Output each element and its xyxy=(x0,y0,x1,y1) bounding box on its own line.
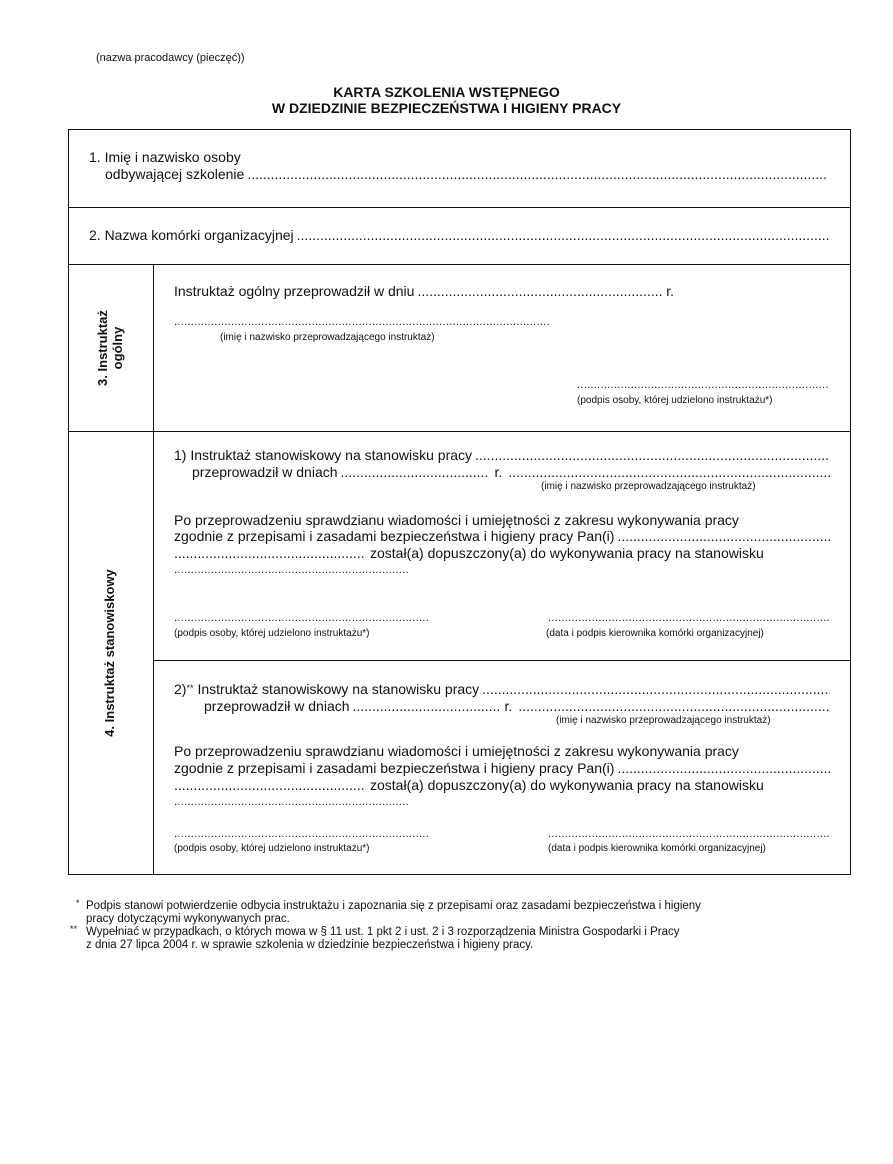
footnote-1 xyxy=(70,900,860,926)
part1-position-field[interactable] xyxy=(174,447,830,463)
part2-allowed-field[interactable] xyxy=(174,777,830,793)
section3-side-label xyxy=(95,273,127,423)
part2-signature-caption: (podpis osoby, której udzielono instruktażu*) xyxy=(174,843,370,854)
part2-manager-caption: (data i podpis kierownika komórki organizacyjnej) xyxy=(548,843,766,854)
fill-dots xyxy=(174,777,366,793)
section3-signature-caption: (podpis osoby, której udzielono instruktażu*) xyxy=(577,395,773,406)
section3-side-label-line2: ogólny xyxy=(110,326,125,370)
side-column-divider xyxy=(153,264,154,875)
footnote-1-line2: pracy dotyczącymi wykonywanych prac. xyxy=(86,913,290,925)
part2-r-suffix: r. xyxy=(504,698,513,714)
part2-para-line3: został(a) dopuszczony(a) do wykonywania pracy na stanowisku xyxy=(370,777,764,793)
footnote-2-line1: Wypełniać w przypadkach, o których mowa w § 11 ust. 1 pkt 2 i ust. 2 i 3 rozporządzenia Ministra Gospodarki i Pracy xyxy=(86,926,680,938)
footnote-1-mark: * xyxy=(76,898,80,908)
fill-dots xyxy=(475,447,830,463)
document-title-line1: KARTA SZKOLENIA WSTĘPNEGO xyxy=(333,84,560,100)
part2-superscript: ** xyxy=(186,683,194,693)
part1-instructor-caption: (imię i nazwisko przeprowadzającego instruktaż) xyxy=(541,481,756,492)
divider-1 xyxy=(68,207,851,208)
part2-dates-field[interactable] xyxy=(204,698,830,714)
part2-line1: Instruktaż stanowiskowy na stanowisku pracy xyxy=(197,681,480,697)
part1-allowed-field[interactable] xyxy=(174,545,830,561)
part1-line1: 1) Instruktaż stanowiskowy na stanowisku pracy xyxy=(174,447,473,463)
section3-side-label-line1: 3. Instruktaż xyxy=(95,310,110,386)
part1-dates-field[interactable] xyxy=(192,464,830,480)
section2-label: 2. Nazwa komórki organizacyjnej xyxy=(89,227,294,243)
fill-dots xyxy=(353,698,499,714)
section3-signature-dots[interactable] xyxy=(577,379,829,391)
section4-side-label: 4. Instruktaż stanowiskowy xyxy=(102,569,117,737)
part2-person-field[interactable] xyxy=(174,760,830,776)
part1-position-dots[interactable] xyxy=(174,564,408,576)
fill-dots xyxy=(482,681,830,697)
fill-dots xyxy=(508,464,830,480)
part1-signature-dots[interactable] xyxy=(174,612,430,624)
divider-4 xyxy=(153,660,851,661)
fill-dots xyxy=(417,283,662,299)
document-title-line2: W DZIEDZINIE BEZPIECZEŃSTWA I HIGIENY PRACY xyxy=(271,100,622,116)
part1-para-line2: zgodnie z przepisami i zasadami bezpieczeństwa i higieny pracy Pan(i) xyxy=(174,528,615,544)
fill-dots xyxy=(174,545,366,561)
section3-date-field[interactable] xyxy=(174,283,674,299)
part1-para-line1: Po przeprowadzeniu sprawdzianu wiadomości i umiejętności z zakresu wykonywania pracy xyxy=(174,512,739,528)
section1-name-field[interactable] xyxy=(105,166,827,182)
section3-instructor-caption: (imię i nazwisko przeprowadzającego instruktaż) xyxy=(220,332,435,343)
footnote-2-mark: ** xyxy=(70,924,78,934)
section3-date-suffix: r. xyxy=(666,283,674,299)
part2-manager-dots[interactable] xyxy=(548,828,830,840)
fill-dots xyxy=(518,698,830,714)
footnote-2-line2: z dnia 27 lipca 2004 r. w sprawie szkolenia w dziedzinie bezpieczeństwa i higieny pracy. xyxy=(86,939,534,951)
footnote-1-line1: Podpis stanowi potwierdzenie odbycia instruktażu i zapoznania się z przepisami oraz zasadami bezpieczeństwa i higieny xyxy=(86,900,701,912)
section3-instructor-dots[interactable] xyxy=(174,316,550,328)
section1-line2: odbywającej szkolenie xyxy=(105,166,245,182)
part2-signature-dots[interactable] xyxy=(174,828,430,840)
part2-instructor-caption: (imię i nazwisko przeprowadzającego instruktaż) xyxy=(556,715,771,726)
part2-para-line2: zgodnie z przepisami i zasadami bezpieczeństwa i higieny pracy Pan(i) xyxy=(174,760,615,776)
part1-manager-dots[interactable] xyxy=(548,612,830,624)
part1-r-suffix: r. xyxy=(494,464,503,480)
employer-stamp-label: (nazwa pracodawcy (pieczęć)) xyxy=(96,52,245,64)
part2-position-field[interactable] xyxy=(174,681,830,697)
section2-unit-field[interactable] xyxy=(89,227,829,243)
fill-dots xyxy=(297,227,829,243)
fill-dots xyxy=(247,166,827,182)
divider-2 xyxy=(68,264,851,265)
part1-line2: przeprowadził w dniach xyxy=(192,464,338,480)
fill-dots xyxy=(617,528,830,544)
section3-date-label: Instruktaż ogólny przeprowadził w dniu xyxy=(174,283,415,299)
section1-line1: 1. Imię i nazwisko osoby xyxy=(89,149,241,165)
part1-person-field[interactable] xyxy=(174,528,830,544)
part2-position-dots[interactable] xyxy=(174,796,408,808)
fill-dots xyxy=(617,760,830,776)
part2-para-line1: Po przeprowadzeniu sprawdzianu wiadomości i umiejętności z zakresu wykonywania pracy xyxy=(174,743,739,759)
part2-line2: przeprowadził w dniach xyxy=(204,698,350,714)
footnotes xyxy=(70,900,860,952)
part1-manager-caption: (data i podpis kierownika komórki organizacyjnej) xyxy=(546,628,764,639)
footnote-2 xyxy=(70,926,860,952)
part2-number: 2) xyxy=(174,681,187,697)
divider-3 xyxy=(68,431,851,432)
part1-para-line3: został(a) dopuszczony(a) do wykonywania pracy na stanowisku xyxy=(370,545,764,561)
fill-dots xyxy=(341,464,489,480)
part1-signature-caption: (podpis osoby, której udzielono instruktażu*) xyxy=(174,628,370,639)
